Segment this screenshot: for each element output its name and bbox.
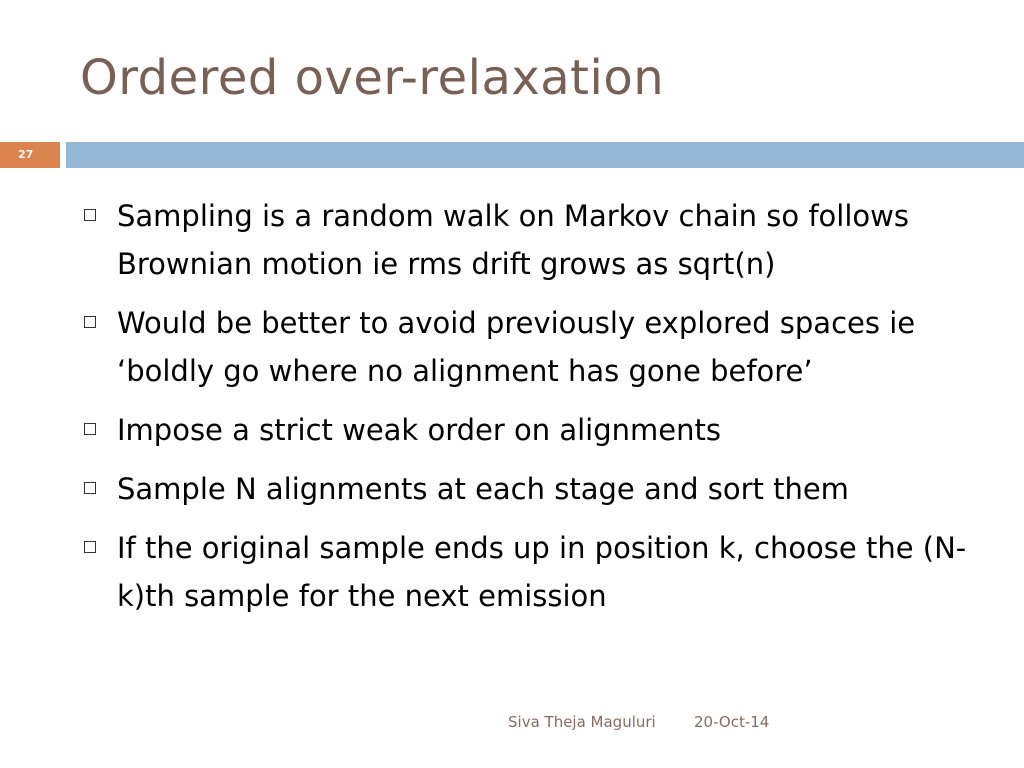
bullet-item bbox=[84, 299, 984, 395]
bullet-text: Sample N alignments at each stage and sort them bbox=[117, 472, 849, 506]
bullet-item bbox=[84, 465, 984, 513]
bullet-item bbox=[84, 192, 984, 288]
hollow-square-bullet-icon bbox=[84, 423, 96, 435]
hollow-square-bullet-icon bbox=[84, 209, 96, 221]
footer-author: Siva Theja Maguluri bbox=[508, 713, 656, 731]
title-divider-bar bbox=[66, 142, 1024, 168]
hollow-square-bullet-icon bbox=[84, 541, 96, 553]
bullet-list bbox=[84, 192, 984, 631]
bullet-text: Would be better to avoid previously explored spaces ie ‘boldly go where no alignment has gone before’ bbox=[117, 306, 916, 388]
slide-number: 27 bbox=[18, 148, 34, 161]
bullet-text: Impose a strict weak order on alignments bbox=[117, 413, 721, 447]
bullet-item bbox=[84, 406, 984, 454]
hollow-square-bullet-icon bbox=[84, 482, 96, 494]
hollow-square-bullet-icon bbox=[84, 316, 96, 328]
slide-title: Ordered over-relaxation bbox=[80, 50, 665, 106]
bullet-item bbox=[84, 524, 984, 620]
bullet-text: Sampling is a random walk on Markov chain so follows Brownian motion ie rms drift grows as sqrt(n) bbox=[117, 199, 909, 281]
footer-date: 20-Oct-14 bbox=[694, 713, 770, 731]
bullet-text: If the original sample ends up in position k, choose the (N-k)th sample for the next emission bbox=[117, 531, 967, 613]
